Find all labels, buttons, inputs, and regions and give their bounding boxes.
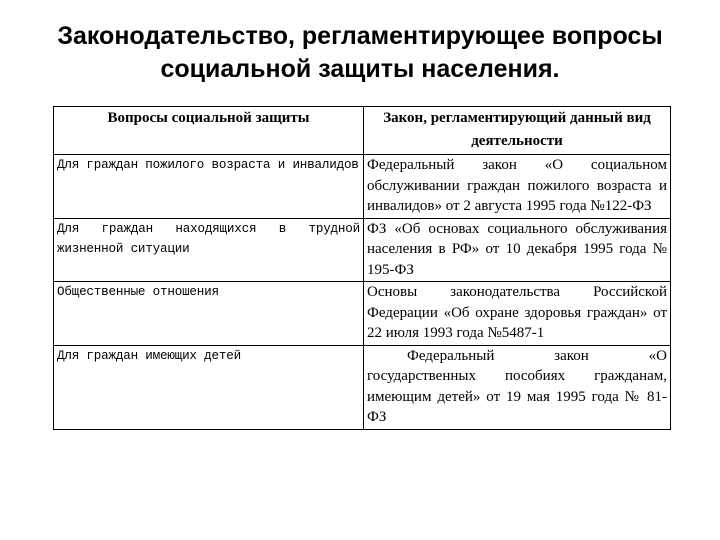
table-row: [54, 282, 671, 346]
column-header-issues: Вопросы социальной защиты: [54, 107, 364, 155]
law-cell: ФЗ «Об основах социального обслуживания населения в РФ» от 10 декабря 1995 года № 195-ФЗ: [364, 218, 671, 282]
issue-cell: Для граждан находящихся в трудной жизненной ситуации: [54, 218, 364, 282]
issue-cell: Для граждан пожилого возраста и инвалидов: [54, 155, 364, 219]
table-row: [54, 345, 671, 429]
issue-cell: Для граждан имеющих детей: [54, 345, 364, 429]
table-header-row: [54, 107, 671, 155]
issue-cell: Общественные отношения: [54, 282, 364, 346]
law-cell: Федеральный закон «О социальном обслуживании граждан пожилого возраста и инвалидов» от 2 августа 1995 года №122-ФЗ: [364, 155, 671, 219]
page-title-line-1: Законодательство, регламентирующее вопросы: [57, 22, 663, 50]
table-row: [54, 218, 671, 282]
law-cell: Федеральный закон «О государственных пособиях гражданам, имеющим детей» от 19 мая 1995 года № 81-ФЗ: [364, 345, 671, 429]
legislation-table: [53, 106, 671, 430]
law-cell: Основы законодательства Российской Федерации «Об охране здоровья граждан» от 22 июля 1993 года №5487-1: [364, 282, 671, 346]
table-row: [54, 155, 671, 219]
page-title: [20, 20, 700, 86]
page-title-line-2: социальной защиты населения.: [160, 55, 560, 83]
column-header-law: Закон, регламентирующий данный вид деятельности: [364, 107, 671, 155]
